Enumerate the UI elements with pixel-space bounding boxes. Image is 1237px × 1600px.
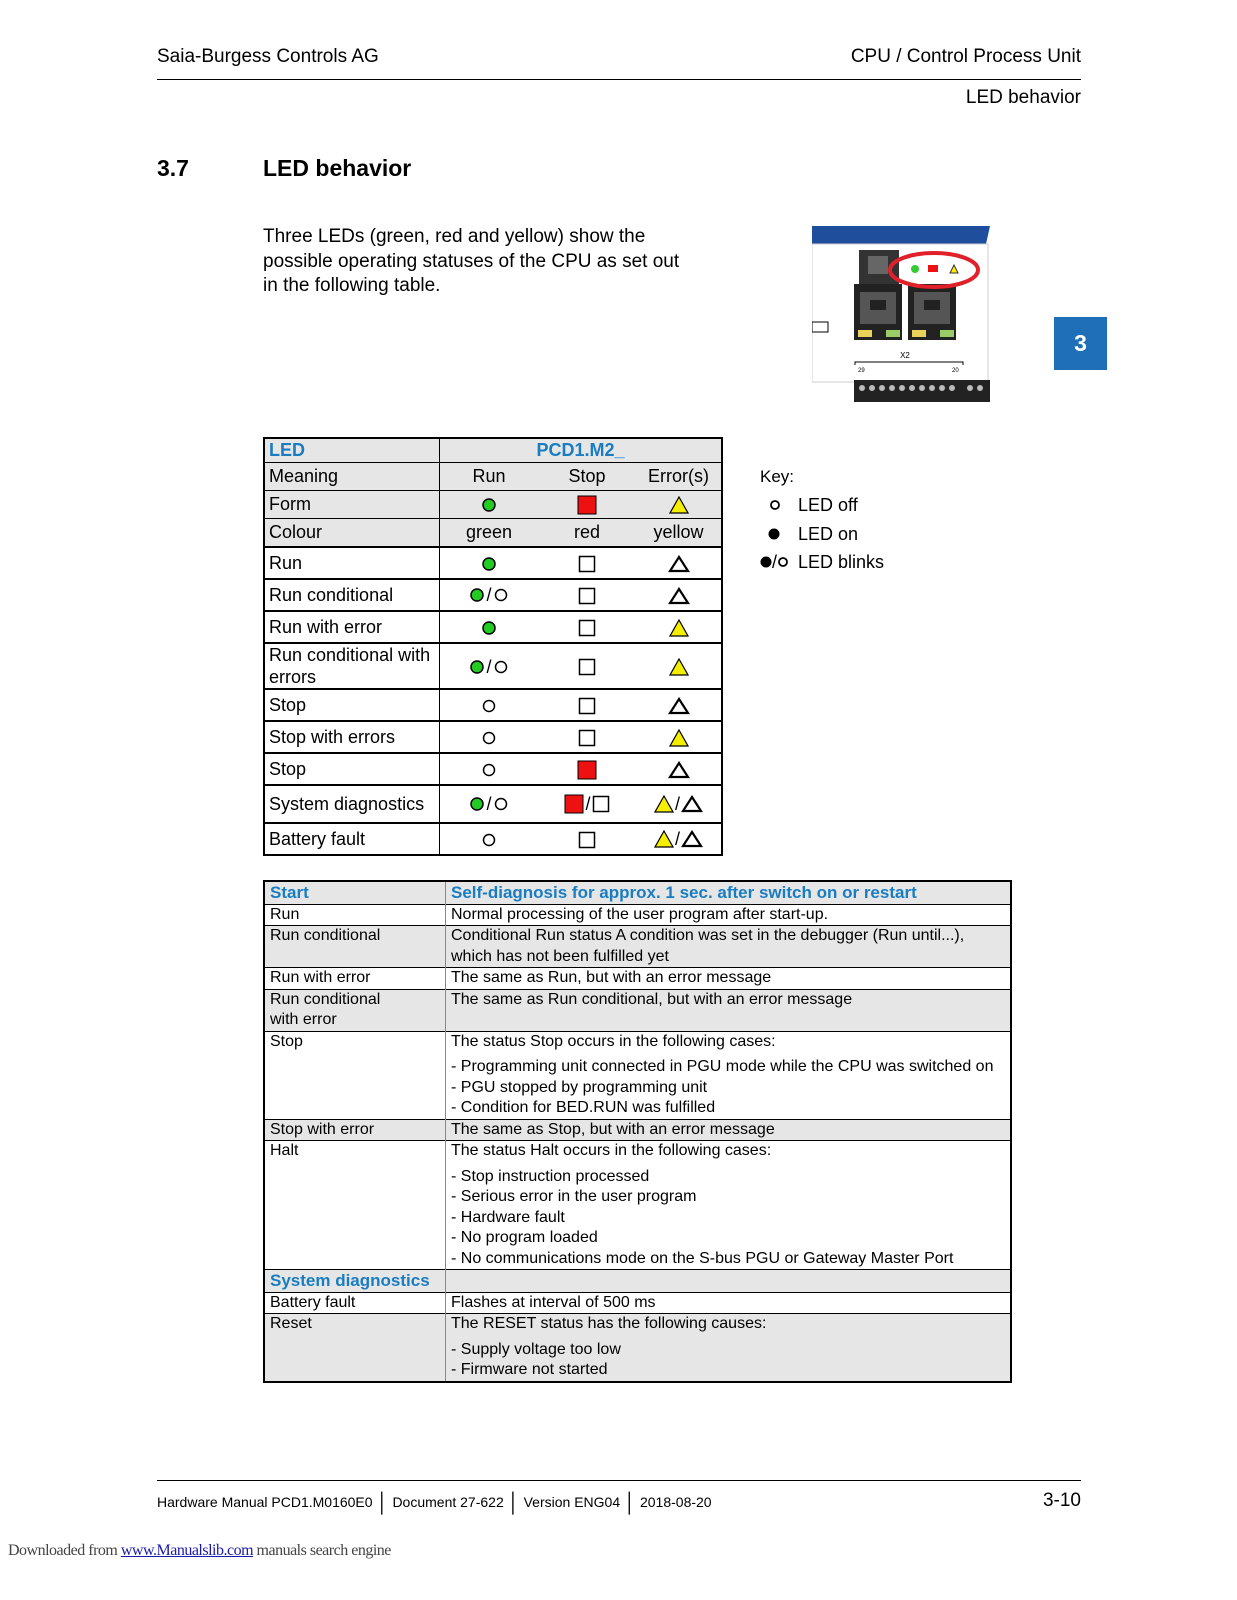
status-value: Normal processing of the user program after start-up. (446, 904, 1012, 926)
status-value: The same as Stop, but with an error message (446, 1119, 1012, 1141)
table-row (264, 643, 722, 689)
red-led-on-icon (564, 794, 584, 814)
manualslib-link[interactable]: www.Manualslib.com (120, 1542, 254, 1559)
led-status-table (263, 437, 723, 856)
status-value (446, 1031, 1012, 1119)
footer-separator: │ (624, 1493, 636, 1514)
yellow-led-off-icon (668, 587, 690, 605)
table-row (264, 547, 722, 579)
led-on-icon (767, 527, 781, 541)
table-row (264, 1292, 1011, 1314)
col-stop-label: Stop (538, 463, 636, 491)
row-label: Stop (264, 689, 440, 721)
green-led-off-icon (493, 587, 509, 603)
table-row (264, 989, 1011, 1031)
photo-pin-right: 20 (952, 368, 959, 374)
status-value: Flashes at interval of 500 ms (446, 1292, 1012, 1314)
yellow-led-on-icon (669, 729, 689, 747)
list-item: - Programming unit connected in PGU mode while the CPU was switched on (451, 1058, 994, 1075)
row-label: Stop (264, 753, 440, 785)
status-value-intro: The status Stop occurs in the following cases: (451, 1032, 776, 1050)
blink-slash: / (486, 656, 492, 677)
key-slash: / (772, 552, 778, 572)
red-led-off-icon (578, 555, 596, 573)
row-label: Run with error (264, 611, 440, 643)
photo-red-led-icon (928, 265, 938, 272)
row-label: Run (264, 547, 440, 579)
red-led-off-icon (578, 587, 596, 605)
green-led-on-icon (469, 659, 485, 675)
header-divider (157, 79, 1081, 80)
row-label: Stop with errors (264, 721, 440, 753)
status-value: The same as Run, but with an error message (446, 968, 1012, 990)
status-head-sysdiag: System diagnostics (264, 1270, 446, 1293)
green-led-on-icon (481, 556, 497, 572)
list-item: - No program loaded (451, 1229, 598, 1246)
list-item: - Firmware not started (451, 1361, 608, 1378)
footer-manual: Hardware Manual PCD1.M0160E0 (157, 1494, 373, 1510)
footer-separator: │ (507, 1493, 520, 1514)
header-chapter: CPU / Control Process Unit (850, 46, 1081, 67)
table-row (264, 785, 722, 823)
footer-version: Version ENG04 (523, 1494, 621, 1510)
table-row (264, 463, 722, 491)
led-on-icon (760, 555, 772, 569)
key-off-label: LED off (798, 495, 858, 515)
status-table-header (264, 881, 1011, 904)
key-title: Key: (760, 467, 795, 486)
green-led-off-icon (481, 730, 497, 746)
yellow-led-off-icon (668, 761, 690, 779)
key-led-blinks (760, 552, 884, 573)
status-value-intro: The status Halt occurs in the following cases: (451, 1142, 772, 1159)
status-key: Run with error (264, 968, 446, 990)
red-led-on-icon (577, 760, 597, 780)
status-key: Run conditional (264, 926, 446, 968)
section-title: LED behavior (263, 155, 412, 181)
key-on-label: LED on (798, 524, 859, 544)
header-subtitle: LED behavior (965, 87, 1081, 108)
yellow-led-on-icon (654, 795, 674, 813)
list-item: - PGU stopped by programming unit (451, 1078, 708, 1096)
photo-pin-left: 29 (858, 368, 865, 374)
col-error-label: Error(s) (636, 463, 722, 491)
blink-slash: / (674, 828, 680, 849)
status-value-intro: The RESET status has the following causes: (451, 1315, 767, 1332)
download-prefix: Downloaded from (8, 1542, 121, 1559)
led-off-icon (768, 498, 782, 512)
blink-slash: / (585, 793, 591, 814)
status-key: Halt (264, 1141, 446, 1270)
green-led-off-icon (481, 762, 497, 778)
green-led-on-icon (469, 796, 485, 812)
status-head-start: Start (264, 881, 446, 904)
row-label: Battery fault (264, 823, 440, 855)
table-row (264, 1314, 1011, 1382)
row-label: Run conditional with errors (264, 643, 440, 689)
form-label: Form (264, 491, 440, 519)
status-value (446, 1141, 1012, 1270)
table-row (264, 968, 1011, 990)
led-off-icon (777, 555, 789, 569)
table-row (264, 721, 722, 753)
red-led-off-icon (578, 697, 596, 715)
status-table-subheader (264, 1270, 1011, 1293)
yellow-led-off-icon (668, 697, 690, 715)
device-photo (812, 222, 992, 404)
red-led-off-icon (592, 795, 610, 813)
status-key: Stop (264, 1031, 446, 1119)
green-led-off-icon (481, 698, 497, 714)
green-led-off-icon (493, 659, 509, 675)
green-led-on-icon (469, 587, 485, 603)
meaning-label: Meaning (264, 463, 440, 491)
footer-info (157, 1493, 712, 1515)
chapter-tab: 3 (1054, 317, 1107, 370)
table-row (264, 753, 722, 785)
footer-separator: │ (376, 1493, 389, 1514)
page-number: 3-10 (1042, 1490, 1081, 1511)
colour-error: yellow (636, 519, 722, 548)
table-row (264, 1141, 1011, 1270)
table-row (264, 926, 1011, 968)
status-key: Stop with error (264, 1119, 446, 1141)
yellow-led-off-icon (681, 830, 703, 848)
colour-label: Colour (264, 519, 440, 548)
status-key-line: with error (270, 1011, 337, 1028)
intro-paragraph: Three LEDs (green, red and yellow) show the possible operating statuses of the CPU as set out in the following table. (263, 226, 680, 296)
red-led-off-icon (578, 658, 596, 676)
yellow-led-on-icon (654, 830, 674, 848)
header-company: Saia-Burgess Controls AG (157, 46, 379, 67)
blink-slash: / (674, 793, 680, 814)
table-row (264, 491, 722, 519)
colour-run: green (440, 519, 539, 548)
photo-x2-label: X2 (900, 351, 910, 360)
list-item: - Hardware fault (451, 1208, 565, 1226)
led-table-head-led: LED (264, 438, 440, 463)
table-row (264, 611, 722, 643)
status-value: Conditional Run status A condition was set in the debugger (Run until...), which has not been fulfilled yet (446, 926, 1012, 968)
green-led-on-icon (481, 620, 497, 636)
led-table-head-model: PCD1.M2_ (440, 438, 723, 463)
table-row (264, 823, 722, 855)
footer-document: Document 27-622 (392, 1494, 504, 1510)
status-key: Battery fault (264, 1292, 446, 1314)
yellow-led-off-icon (668, 555, 690, 573)
table-row (264, 1031, 1011, 1119)
status-value (446, 1314, 1012, 1382)
download-suffix: manuals search engine (253, 1542, 391, 1559)
key-led-off (760, 495, 858, 516)
red-led-off-icon (578, 619, 596, 637)
yellow-triangle-icon (669, 496, 689, 514)
row-label: System diagnostics (264, 785, 440, 823)
status-head-selfdiag: Self-diagnosis for approx. 1 sec. after switch on or restart (446, 881, 1012, 904)
table-row (264, 904, 1011, 926)
footer-divider (157, 1480, 1081, 1481)
red-led-off-icon (578, 729, 596, 747)
list-item: - No communications mode on the S-bus PGU or Gateway Master Port (451, 1249, 954, 1267)
key-led-on (760, 524, 858, 545)
table-row (264, 689, 722, 721)
photo-green-led-icon (911, 265, 919, 273)
list-item: - Stop instruction processed (451, 1167, 650, 1185)
status-key-line: Run conditional (270, 990, 381, 1008)
blink-slash: / (486, 584, 492, 605)
red-square-icon (577, 495, 597, 515)
blink-slash: / (486, 793, 492, 814)
table-row (264, 519, 722, 548)
led-table-header (264, 438, 722, 463)
yellow-led-off-icon (681, 795, 703, 813)
footer-date: 2018-08-20 (639, 1494, 712, 1510)
list-item: - Supply voltage too low (451, 1340, 621, 1358)
status-key: Run (264, 904, 446, 926)
table-row (264, 1119, 1011, 1141)
list-item: - Serious error in the user program (451, 1188, 697, 1205)
row-label: Run conditional (264, 579, 440, 611)
list-item: - Condition for BED.RUN was fulfilled (451, 1099, 716, 1116)
yellow-led-on-icon (669, 658, 689, 676)
yellow-led-on-icon (669, 619, 689, 637)
colour-stop: red (538, 519, 636, 548)
table-row (264, 579, 722, 611)
status-value: The same as Run conditional, but with an error message (446, 989, 1012, 1031)
col-run-label: Run (440, 463, 539, 491)
key-blinks-label: LED blinks (798, 552, 885, 572)
status-key (264, 989, 446, 1031)
download-notice (8, 1542, 391, 1560)
status-key: Reset (264, 1314, 446, 1382)
red-led-off-icon (578, 831, 596, 849)
status-description-table (263, 880, 1012, 1383)
green-led-off-icon (481, 832, 497, 848)
green-circle-icon (481, 497, 497, 513)
green-led-off-icon (493, 796, 509, 812)
section-number: 3.7 (157, 155, 189, 181)
